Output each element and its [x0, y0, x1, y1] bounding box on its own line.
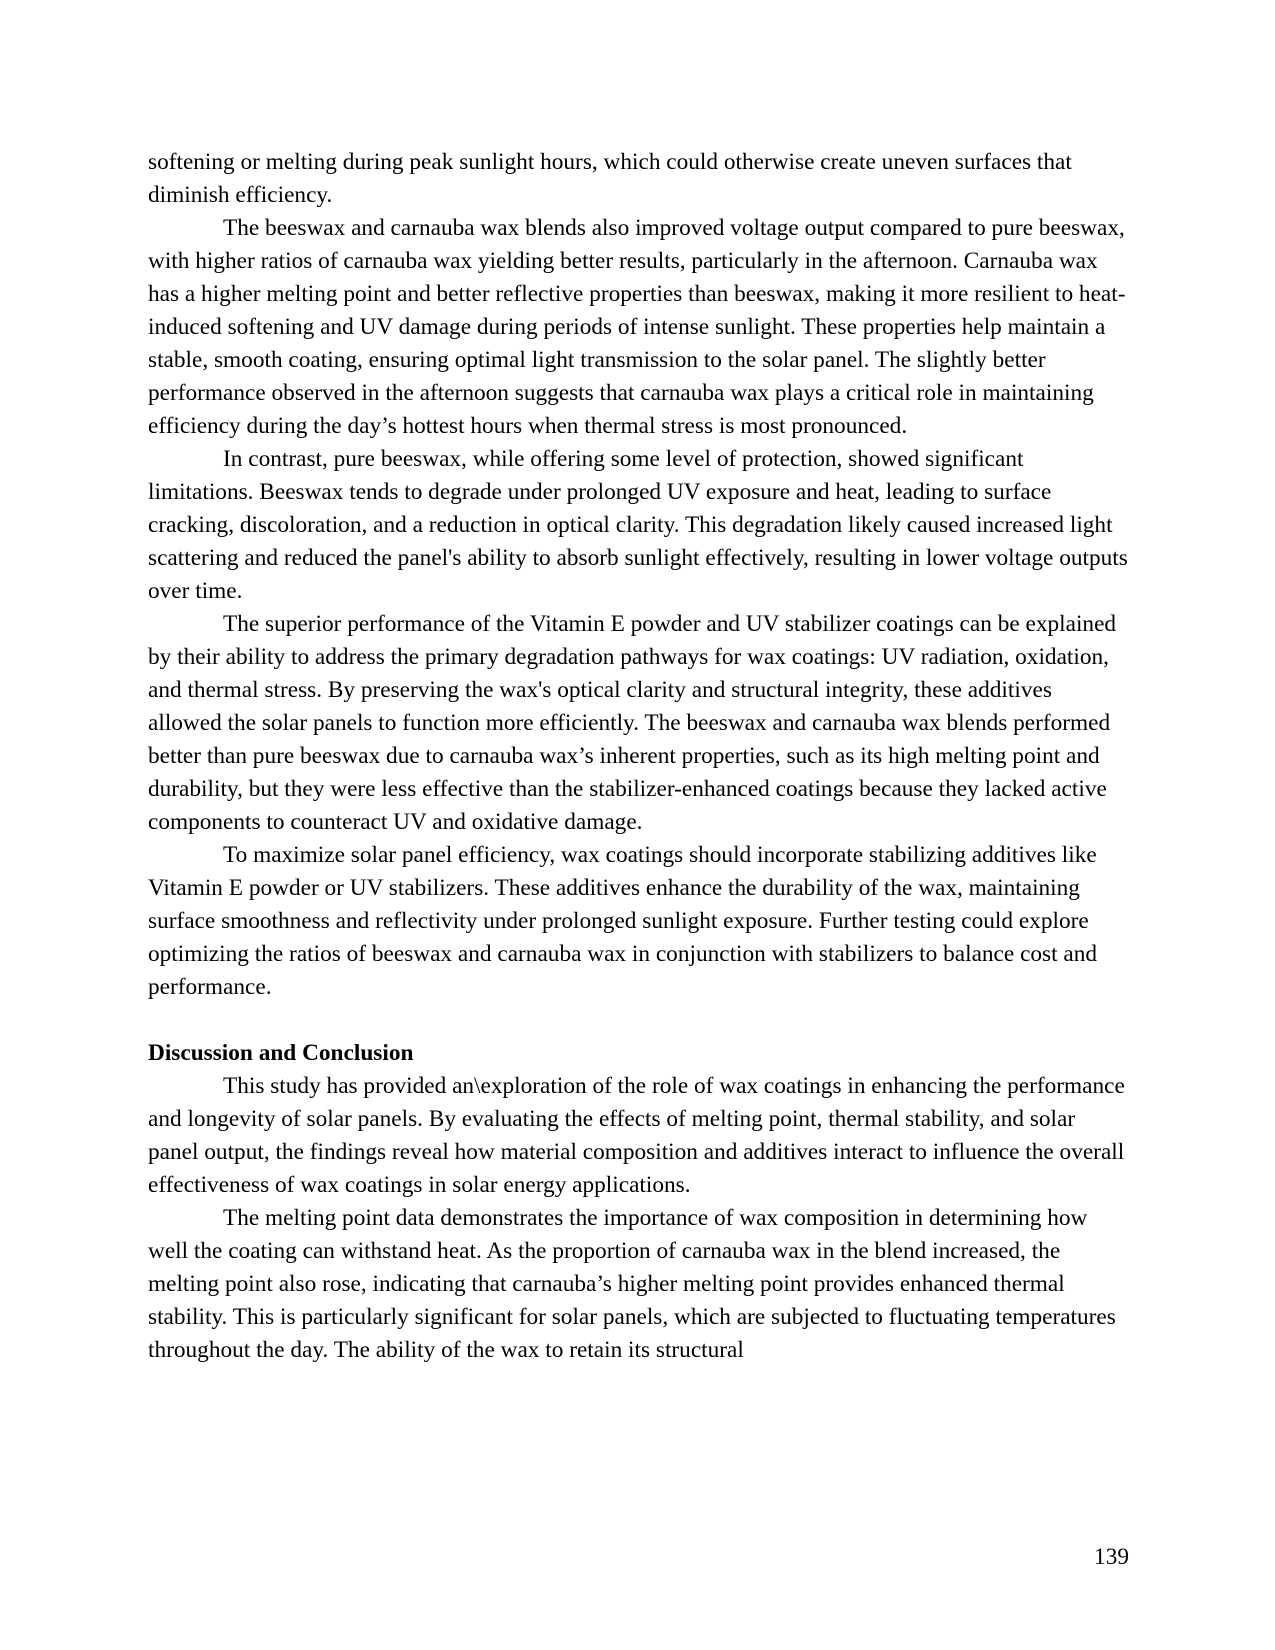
paragraph-stabilizer-performance: The superior performance of the Vitamin E powder and UV stabilizer coatings can be explained by their ability to address the primary degradation pathways for wax coatings: UV radiation, oxidation, and thermal stress. By preserving the wax's optical clarity and structural integrity, these additives allowed the solar panels to function more efficiently. The beeswax and carnauba wax blends performed better than pure beeswax due to carnauba wax’s inherent properties, such as its high melting point and durability, but they were less effective than the stabilizer-enhanced coatings because they lacked active components to counteract UV and oxidative damage. [148, 611, 1117, 835]
paragraph-pure-beeswax: In contrast, pure beeswax, while offering some level of protection, showed significant limitations. Beeswax tends to degrade under prolonged UV exposure and heat, leading to surface cracking, discoloration, and a reduction in optical clarity. This degradation likely caused increased light scattering and reduced the panel's ability to absorb sunlight effectively, resulting in lower voltage outputs over time. [148, 446, 1128, 604]
section-heading: Discussion and Conclusion [148, 1040, 414, 1066]
paragraph-study-overview: This study has provided an\exploration of the role of wax coatings in enhancing the performance and longevity of solar panels. By evaluating the effects of melting point, thermal stability, and solar panel output, the findings reveal how material composition and additives interact to influence the overall effectiveness of wax coatings in solar energy applications. [148, 1073, 1125, 1198]
paragraph-continued: softening or melting during peak sunlight hours, which could otherwise create uneven surfaces that diminish efficiency. [148, 149, 1072, 208]
page-number: 139 [1094, 1544, 1129, 1570]
body-text [148, 146, 1130, 1367]
paragraph-recommendation: To maximize solar panel efficiency, wax coatings should incorporate stabilizing additives like Vitamin E powder or UV stabilizers. These additives enhance the durability of the wax, maintaining surface smoothness and reflectivity under prolonged sunlight exposure. Further testing could explore optimizing the ratios of beeswax and carnauba wax in conjunction with stabilizers to balance cost and performance. [148, 842, 1098, 1000]
paragraph-melting-point: The melting point data demonstrates the importance of wax composition in determining how well the coating can withstand heat. As the proportion of carnauba wax in the blend increased, the melting point also rose, indicating that carnauba’s higher melting point provides enhanced thermal stability. This is particularly significant for solar panels, which are subjected to fluctuating temperatures throughout the day. The ability of the wax to retain its structural [148, 1205, 1116, 1363]
paragraph-carnauba-blends: The beeswax and carnauba wax blends also improved voltage output compared to pure beeswax, with higher ratios of carnauba wax yielding better results, particularly in the afternoon. Carnauba wax has a higher melting point and better reflective properties than beeswax, making it more resilient to heat-induced softening and UV damage during periods of intense sunlight. These properties help maintain a stable, smooth coating, ensuring optimal light transmission to the solar panel. The slightly better performance observed in the afternoon suggests that carnauba wax plays a critical role in maintaining efficiency during the day’s hottest hours when thermal stress is most pronounced. [148, 215, 1126, 439]
